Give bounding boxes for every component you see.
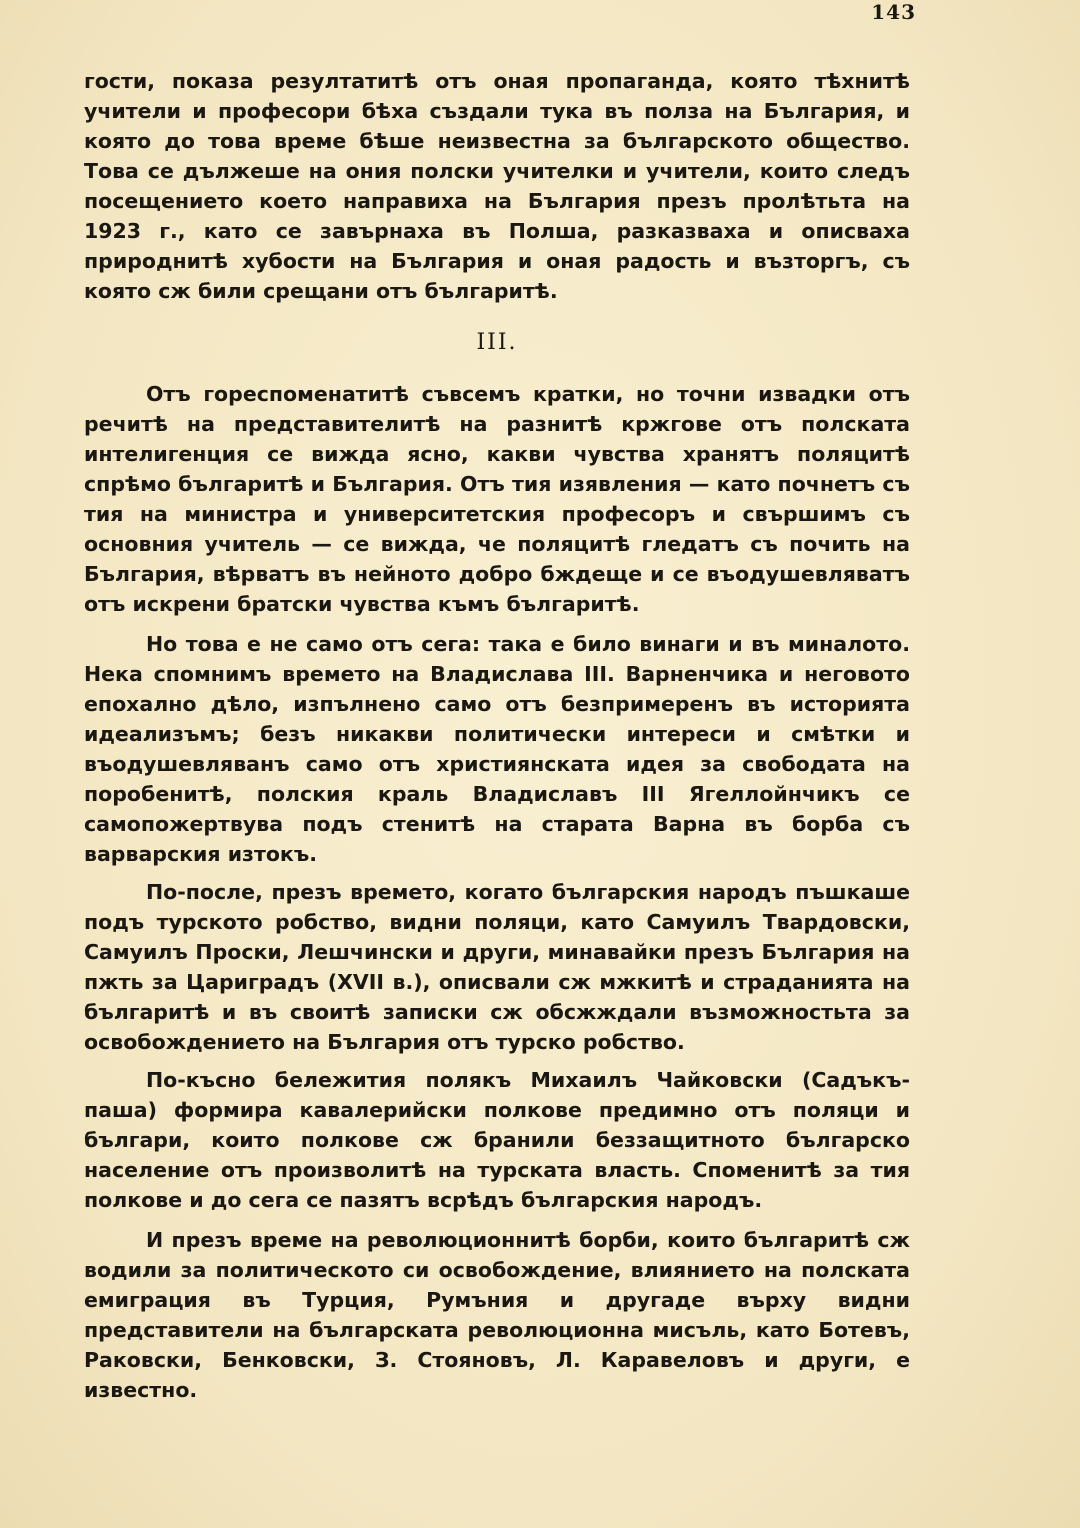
section-heading: III. <box>476 330 518 355</box>
paragraph: По-после, презъ времето, когато българския народъ пъшкаше подъ турското робство, видни поляци, като Самуилъ Твардовски, Самуилъ Проски, Лешчински и други, минавайки презъ България на пжть за Цариградъ (XVII в.), описвали сж мжкитѣ и страданията на българитѣ и въ своитѣ записки сж обсжждали възможностьта за освобождението на България отъ турско робство. <box>84 880 910 1054</box>
paragraph: По-късно бележития полякъ Михаилъ Чайковски (Садъкъ-паша) формира кавалерийски полкове предимно отъ поляци и българи, които полкове сж бранили беззащитното българско население отъ произволитѣ на турската власть. Споменитѣ за тия полкове и до сега се пазятъ всрѣдъ българския народъ. <box>84 1068 910 1212</box>
paragraph: И презъ време на революционнитѣ борби, които българитѣ сж водили за политическото си освобождение, влиянието на полската емиграция въ Турция, Румъния и другаде върху видни представители на българската революционна мисъль, като Ботевъ, Раковски, Бенковски, З. Стояновъ, Л. Каравеловъ и други, е известно. <box>84 1228 910 1402</box>
page-number: 143 <box>871 0 916 24</box>
paragraph: Отъ гореспоменатитѣ съвсемъ кратки, но точни извадки отъ речитѣ на представителитѣ на разнитѣ кржгове отъ полската интелигенция се вижда ясно, какви чувства хранятъ поляцитѣ спрѣмо българитѣ и България. Отъ тия изявления — като почнетъ съ тия на министра и университетския професоръ и свършимъ съ основния учитель — се вижда, че поляцитѣ гледатъ съ почить на България, вѣрватъ въ нейното добро бждеще и се въодушевляватъ отъ искрени братски чувства къмъ българитѣ. <box>84 382 910 616</box>
paragraph-continuation: гости, показа резултатитѣ отъ оная пропаганда, която тѣхнитѣ учители и професори бѣха създали тука въ полза на България, и която до това време бѣше неизвестна за българското общество. Това се дължеше на ония полски учителки и учители, които следъ посещението което направиха на България презъ пролѣтьта на 1923 г., като се завърнаха въ Полша, разказваха и описваха природнитѣ хубости на България и оная радость и възторгъ, съ която сж били срещани отъ българитѣ. <box>84 69 910 303</box>
page-text-block <box>84 66 910 1405</box>
paragraph: Но това е не само отъ сега: така е било винаги и въ миналото. Нека спомнимъ времето на Владислава III. Варненчика и неговото епохално дѣло, изпълнено само отъ безпримеренъ въ историята идеализъмъ; безъ никакви политически интереси и смѣтки и въодушевляванъ само отъ християнската идея за свободата на поробенитѣ, полския краль Владиславъ III Ягеллойнчикъ се самопожертвува подъ стенитѣ на старата Варна въ борба съ варварския изтокъ. <box>84 632 910 866</box>
